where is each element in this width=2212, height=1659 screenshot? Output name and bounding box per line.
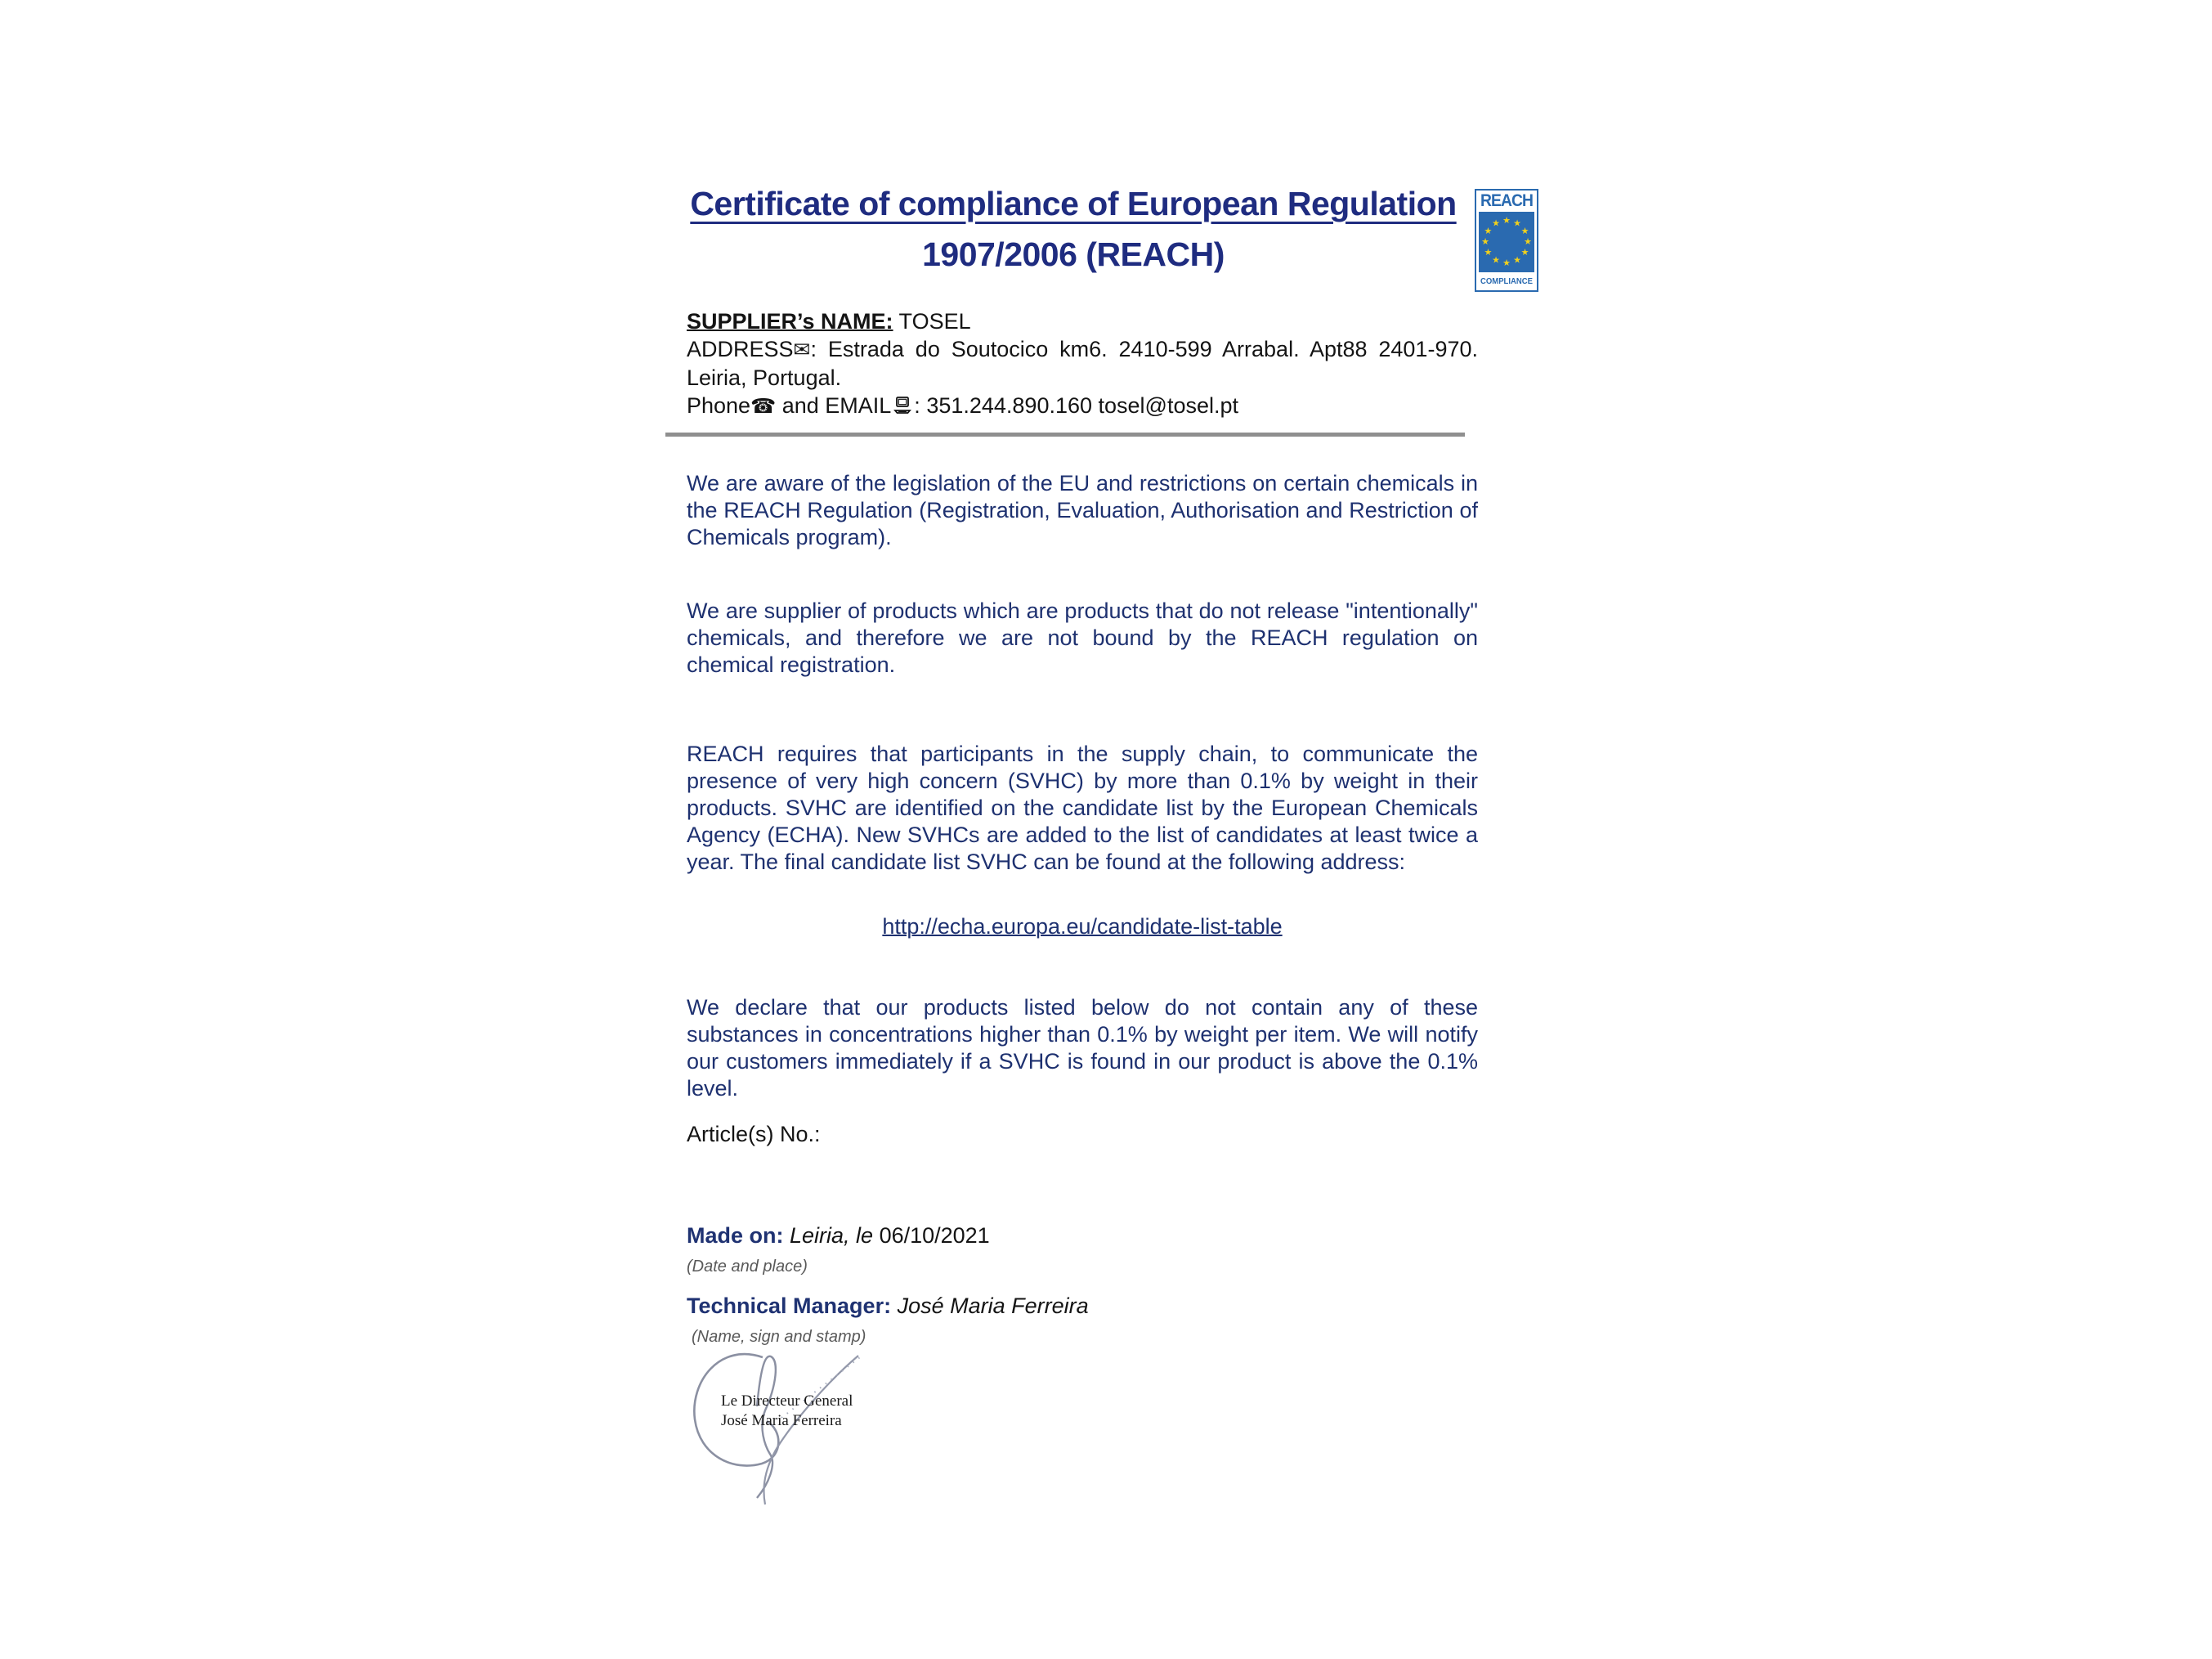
reach-compliance-logo — [1475, 189, 1538, 292]
date-place-note: (Date and place) — [687, 1258, 808, 1276]
article-number-label: Article(s) No.: — [687, 1122, 821, 1146]
title-line-2: 1907/2006 (REACH) — [922, 235, 1225, 273]
technical-manager-line — [687, 1294, 1089, 1319]
phone-label: Phone — [687, 393, 751, 418]
eu-star-icon: ★ — [1513, 218, 1521, 229]
supplier-name-line — [687, 307, 1478, 335]
made-on-label: Made on: — [687, 1223, 784, 1248]
candidate-list-link-line — [687, 914, 1478, 939]
paragraph-svhc-info: REACH requires that participants in the supply chain, to communicate the presence of very high concern (SVHC) by more than 0.1% by weight in their products. SVHC are identified on the candidate list by the European Chemicals Agency (ECHA). New SVHCs are added to the list of candidates at least twice a year. The final candidate list SVHC can be found at the following address: — [687, 742, 1478, 874]
supplier-contact-line — [687, 392, 1478, 420]
address-separator: : — [810, 337, 828, 361]
eu-flag — [1479, 212, 1534, 272]
signature-title: Le Directeur General — [721, 1392, 853, 1410]
handwritten-signature — [685, 1347, 881, 1519]
technical-manager-label: Technical Manager: — [687, 1294, 892, 1318]
paragraph-supplier-statement: We are supplier of products which are products that do not release "intentionally" chemicals, and therefore we are not bound by the REACH regulation on chemical registration. — [687, 599, 1478, 677]
and-email-label: and EMAIL — [776, 393, 892, 418]
eu-star-icon: ★ — [1484, 226, 1493, 236]
made-on-date: 06/10/2021 — [879, 1223, 990, 1248]
candidate-list-link[interactable]: http://echa.europa.eu/candidate-list-table — [882, 914, 1283, 939]
eu-star-icon: ★ — [1513, 255, 1521, 266]
address-label: ADDRESS — [687, 337, 794, 361]
address-value: Estrada do Soutocico km6. 2410-599 Arrabal. Apt88 2401-970. Leiria, Portugal. — [687, 337, 1478, 390]
eu-star-icon: ★ — [1502, 258, 1511, 268]
computer-icon — [892, 394, 913, 415]
envelope-icon: ✉ — [793, 338, 811, 361]
eu-star-icon: ★ — [1520, 226, 1529, 236]
eu-star-icon: ★ — [1492, 255, 1500, 266]
eu-star-icon: ★ — [1502, 216, 1511, 226]
technical-manager-name: José Maria Ferreira — [891, 1294, 1089, 1318]
compliance-logo-text: COMPLIANCE — [1480, 276, 1533, 286]
supplier-address-line — [687, 335, 1478, 392]
made-on-place: Leiria, le — [783, 1223, 880, 1248]
eu-star-icon: ★ — [1524, 237, 1532, 247]
eu-star-icon: ★ — [1481, 237, 1489, 247]
supplier-name-label: SUPPLIER’s NAME: — [687, 309, 893, 334]
supplier-info — [687, 307, 1478, 420]
eu-star-icon: ★ — [1492, 218, 1500, 229]
paragraph-awareness: We are aware of the legislation of the EU and restrictions on certain chemicals in the REACH Regulation (Registration, Evaluation, Authorisation and Restriction of Chemicals program). — [687, 471, 1478, 549]
eu-star-icon: ★ — [1520, 248, 1529, 258]
eu-star-icon: ★ — [1484, 248, 1493, 258]
page-title — [669, 178, 1478, 280]
name-sign-stamp-note: (Name, sign and stamp) — [692, 1328, 866, 1346]
reach-logo-text: REACH — [1480, 191, 1534, 210]
contact-separator: : — [914, 393, 927, 418]
contact-value: 351.244.890.160 tosel@tosel.pt — [926, 393, 1239, 418]
section-divider — [665, 433, 1465, 437]
made-on-line — [687, 1223, 990, 1249]
signature-caption — [721, 1392, 853, 1431]
supplier-name-value: TOSEL — [893, 309, 971, 334]
paragraph-declaration: We declare that our products listed below do not contain any of these substances in concentrations higher than 0.1% by weight per item. We will notify our customers immediately if a SVHC is found in our product is above the 0.1% level. — [687, 995, 1478, 1101]
signature-name: José Maria Ferreira — [721, 1412, 842, 1429]
phone-icon: ☎ — [750, 394, 777, 418]
title-line-1: Certificate of compliance of European Regulation — [690, 185, 1457, 222]
